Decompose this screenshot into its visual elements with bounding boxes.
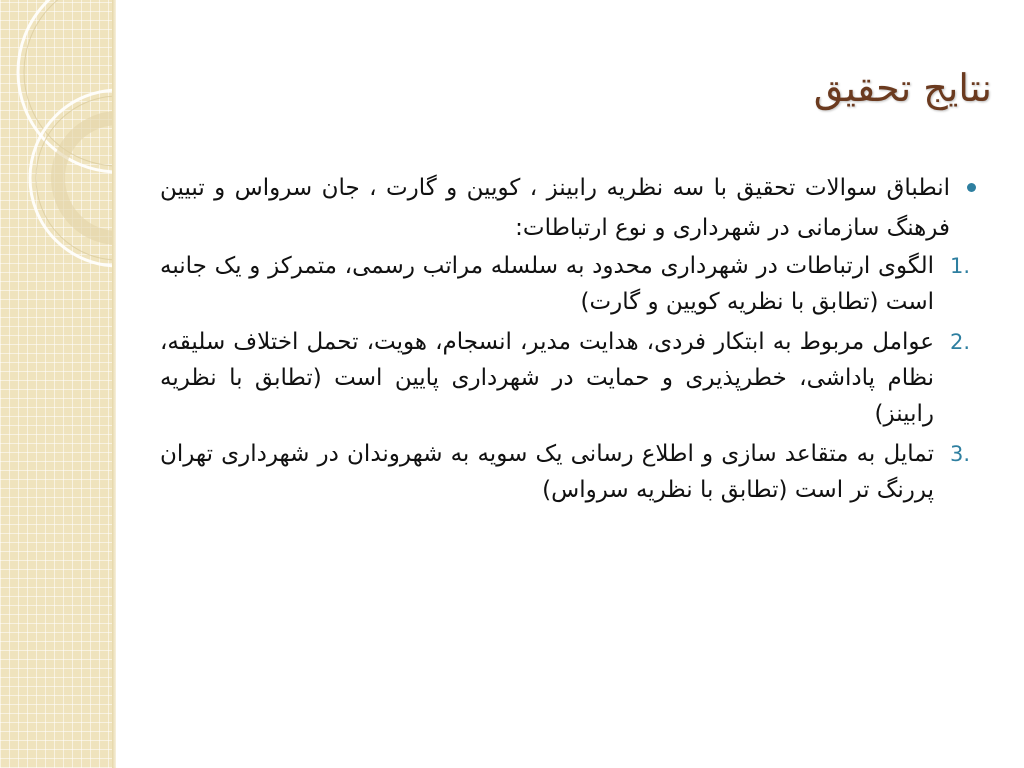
finding-text: الگوی ارتباطات در شهرداری محدود به سلسله مراتب رسمی، متمرکز و یک جانبه است (تطابق با نظریه کویین و گارت): [160, 253, 934, 315]
finding-text: عوامل مربوط به ابتکار فردی، هدایت مدیر، انسجام، هویت، تحمل اختلاف سلیقه، نظام پاداشی، خطرپذیری و حمایت در شهرداری پایین است (تطابق با نظریه رابینز): [160, 329, 934, 427]
finding-number: 2.: [950, 330, 971, 354]
finding-item: [160, 324, 980, 432]
side-panel-edge: [112, 0, 116, 768]
findings-list: [160, 248, 980, 508]
finding-text: تمایل به متقاعد سازی و اطلاع رسانی یک سویه به شهروندان در شهرداری تهران پررنگ تر است (تطابق با نظریه سرواس): [160, 441, 934, 503]
finding-item: [160, 248, 980, 320]
finding-number: 3.: [950, 442, 971, 466]
decorative-side-panel: [0, 0, 112, 768]
finding-item: [160, 436, 980, 508]
intro-bullet: [160, 168, 980, 248]
slide-content: [160, 168, 980, 512]
slide-title: نتایج تحقیق: [813, 66, 992, 110]
decorative-circles: [0, 0, 112, 768]
intro-text: انطباق سوالات تحقیق با سه نظریه رابینز ، کویین و گارت ، جان سرواس و تبیین فرهنگ سازمانی در شهرداری و نوع ارتباطات:: [160, 175, 950, 241]
finding-number: 1.: [950, 254, 971, 278]
bullet-dot-icon: [967, 183, 976, 192]
